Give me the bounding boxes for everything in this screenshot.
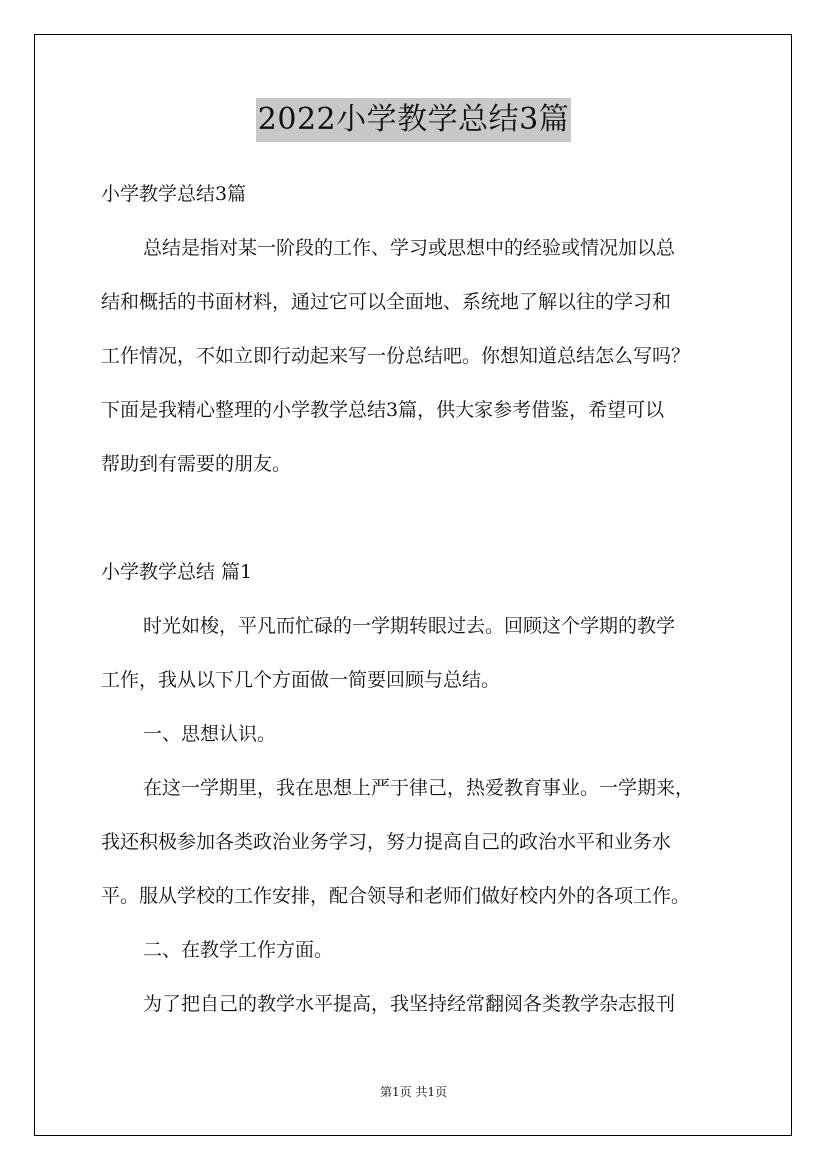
page-number-footer: 第1页 共1页 [379, 1085, 448, 1099]
body-line: 为了把自己的教学水平提高，我坚持经常翻阅各类教学杂志报刊 [143, 993, 676, 1015]
body-line: 我还积极参加各类政治业务学习，努力提高自己的政治水平和业务水 [101, 831, 672, 853]
body-line: 时光如梭，平凡而忙碌的一学期转眼过去。回顾这个学期的教学 [143, 615, 676, 637]
body-line: 平。服从学校的工作安排，配合领导和老师们做好校内外的各项工作。 [101, 885, 691, 907]
intro-line: 工作情况，不如立即行动起来写一份总结吧。你想知道总结怎么写吗？ [101, 345, 691, 367]
subtitle: 小学教学总结3篇 [101, 183, 247, 205]
intro-line: 结和概括的书面材料，通过它可以全面地、系统地了解以往的学习和 [101, 291, 672, 313]
body-line: 在这一学期里，我在思想上严于律己，热爱教育事业。一学期来， [143, 777, 695, 799]
body-line: 二、在教学工作方面。 [143, 939, 334, 961]
title-container [0, 98, 827, 142]
body-line: 一、思想认识。 [143, 723, 277, 745]
section-heading: 小学教学总结 篇1 [101, 561, 253, 583]
intro-line: 帮助到有需要的朋友。 [101, 453, 292, 475]
document-title: 2022小学教学总结3篇 [256, 98, 571, 142]
intro-line: 下面是我精心整理的小学教学总结3篇，供大家参考借鉴，希望可以 [101, 399, 665, 421]
body-line: 工作，我从以下几个方面做一简要回顾与总结。 [101, 669, 501, 691]
intro-line: 总结是指对某一阶段的工作、学习或思想中的经验或情况加以总 [143, 237, 676, 259]
